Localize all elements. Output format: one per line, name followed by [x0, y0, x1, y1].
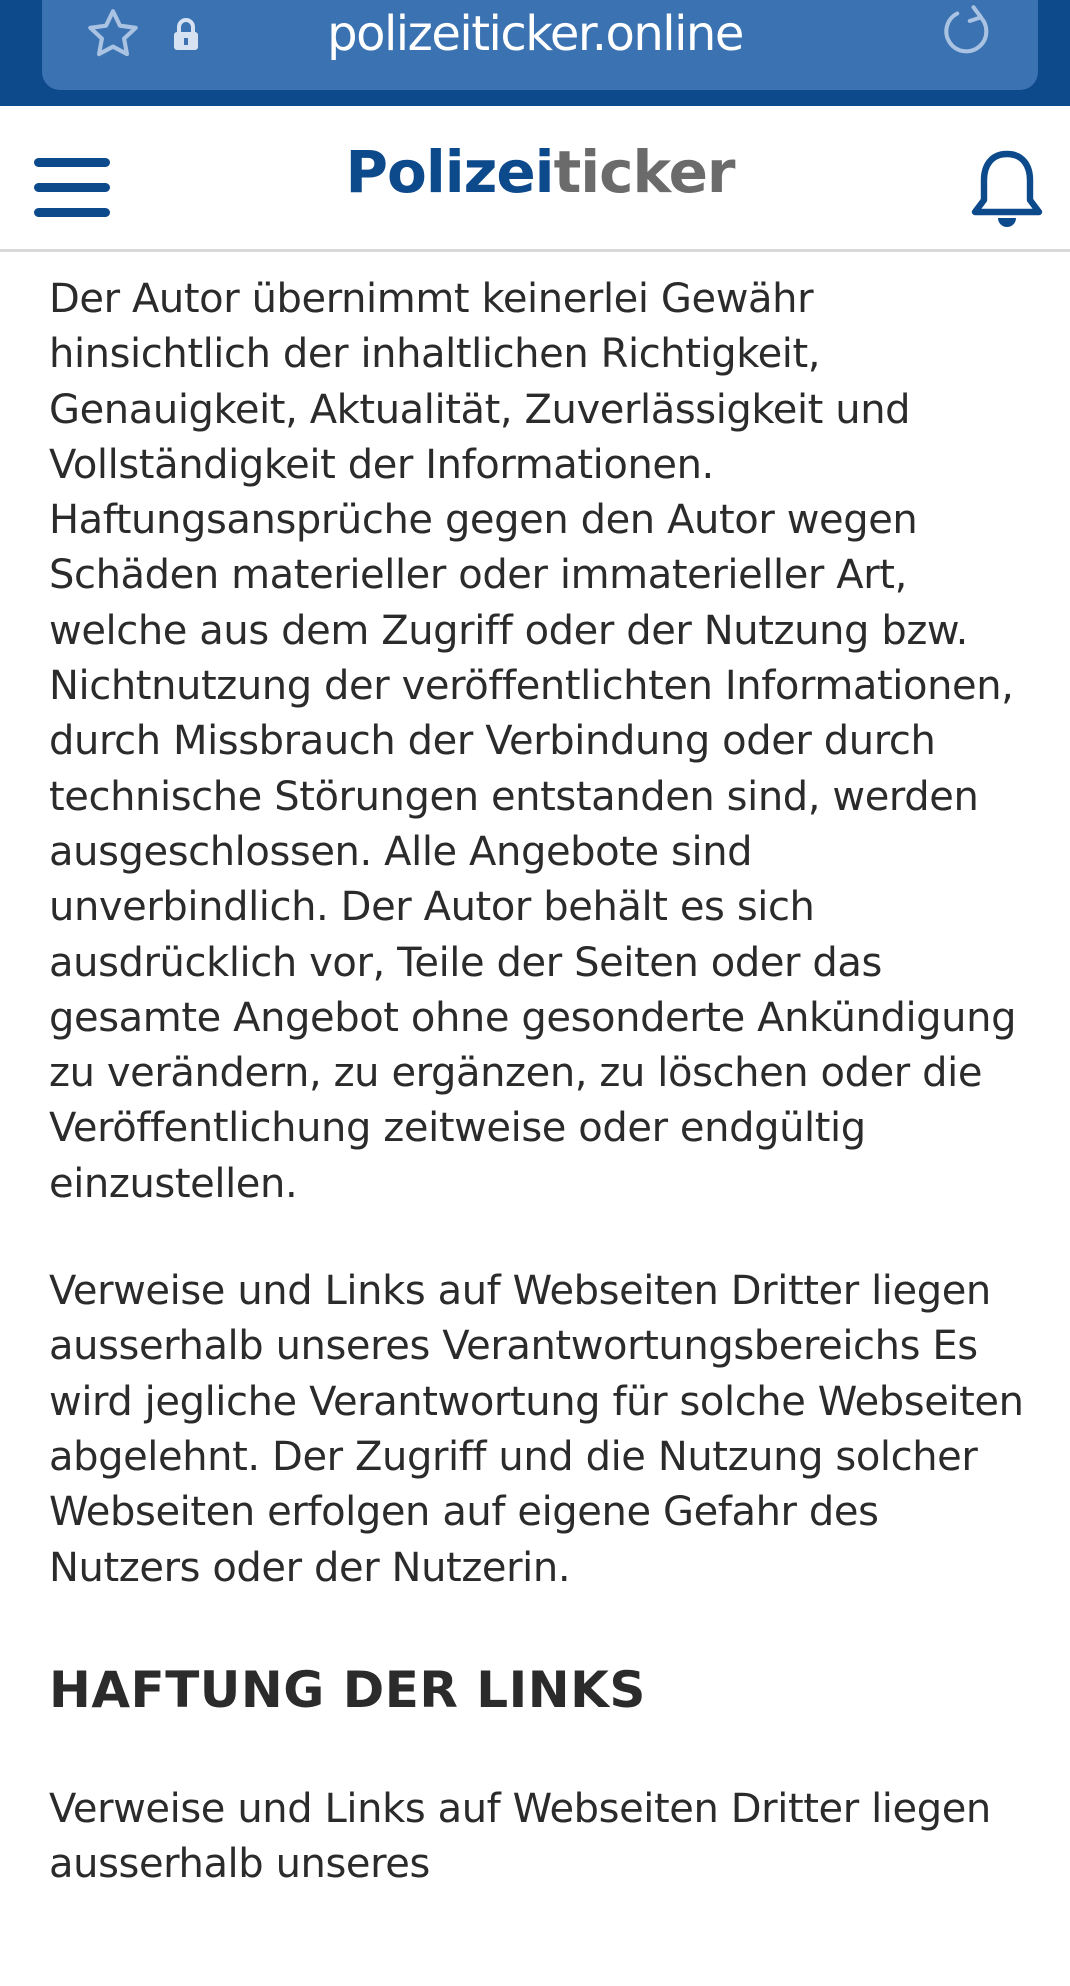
logo-part-ticker: ticker	[553, 138, 735, 206]
logo-part-polizei: Polizei	[345, 138, 554, 206]
links-disclaimer-paragraph: Verweise und Links auf Webseiten Dritter liegen ausserhalb unseres Verantwortungsbereichs Es wird jegliche Verantwortung für solche Webseiten abgelehnt. Der Zugriff und die Nutzung solcher Webseiten erfolgen auf eigene Gefahr des Nutzers oder der Nutzerin.	[49, 1268, 1024, 1591]
bell-icon[interactable]	[966, 146, 1048, 234]
section-paragraph: Verweise und Links auf Webseiten Dritter liegen ausserhalb unseres	[49, 1785, 991, 1888]
reload-icon[interactable]	[936, 0, 996, 62]
browser-url-bar	[0, 0, 1070, 106]
main-content	[49, 272, 1029, 1892]
site-header	[0, 106, 1070, 252]
section-heading-haftung-links: HAFTUNG DER LINKS	[49, 1660, 646, 1719]
disclaimer-paragraph: Der Autor übernimmt keinerlei Gewähr hinsichtlich der inhaltlichen Richtigkeit, Genauigkeit, Aktualität, Zuverlässigkeit und Vollständigkeit der Informationen. Haftungsansprüche gegen den Autor wegen Schäden materieller oder immaterieller Art, welche aus dem Zugriff oder der Nutzung bzw. Nichtnutzung der veröffentlichten Informationen, durch Missbrauch der Verbindung oder durch technische Störungen entstanden sind, werden ausgeschlossen. Alle Angebote sind unverbindlich. Der Autor behält es sich ausdrücklich vor, Teile der Seiten oder das gesamte Angebot ohne gesonderte Ankündigung zu verändern, zu ergänzen, zu löschen oder die Veröffentlichung zeitweise oder endgültig einzustellen.	[49, 276, 1017, 1207]
site-logo[interactable]	[0, 138, 1070, 206]
url-text[interactable]: polizeiticker.online	[327, 6, 743, 62]
